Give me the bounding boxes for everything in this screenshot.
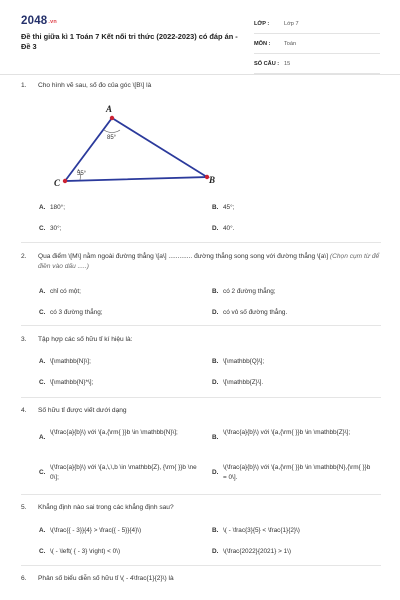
- option-text: \[\mathbb{Z}\].: [223, 379, 264, 386]
- meta-row-class: [254, 14, 380, 34]
- question-number: 1.: [21, 82, 27, 89]
- option-letter: C.: [39, 225, 46, 232]
- option-a[interactable]: [39, 526, 207, 536]
- option-letter: B.: [212, 527, 219, 534]
- option-letter: C.: [39, 379, 46, 386]
- option-letter: A.: [39, 204, 46, 211]
- option-d[interactable]: [212, 463, 372, 483]
- option-text: \(\frac{2022}{2021} > 1\): [223, 548, 292, 555]
- vertex-c: [63, 179, 67, 183]
- meta-key: MÔN :: [254, 40, 271, 47]
- option-d[interactable]: [212, 378, 382, 388]
- question-divider: [21, 565, 381, 566]
- angle-label-c: 55°: [77, 171, 87, 177]
- option-c[interactable]: [39, 463, 199, 483]
- triangle-figure: [46, 100, 226, 192]
- option-b[interactable]: [212, 526, 382, 536]
- meta-row-count: [254, 54, 380, 74]
- option-d[interactable]: [212, 547, 382, 557]
- option-letter: B.: [212, 358, 219, 365]
- question-divider: [21, 397, 381, 398]
- option-text: \(\frac{a}{b}\) với \[a,{\rm{ }}b \in \mathbb{Z}\];: [223, 429, 351, 436]
- option-text: 40°.: [223, 225, 235, 232]
- option-text: \(\frac{a}{b}\) với \[a,{\rm{ }}b \in \mathbb{N}\];: [50, 429, 178, 436]
- option-letter: A.: [39, 288, 46, 295]
- question-number: 5.: [21, 504, 27, 511]
- angle-label-a: 85°: [107, 135, 117, 141]
- option-letter: B.: [212, 204, 219, 211]
- header-divider: [0, 74, 400, 75]
- question-4: [21, 406, 383, 416]
- question-divider: [21, 494, 381, 495]
- option-text: \[\mathbb{Q}\];: [223, 358, 265, 365]
- option-b[interactable]: [212, 287, 382, 297]
- option-text: 30°;: [50, 225, 62, 232]
- meta-key: LỚP :: [254, 20, 270, 27]
- option-letter: B.: [212, 288, 219, 295]
- exam-header: [0, 0, 400, 78]
- option-letter: B.: [212, 434, 219, 441]
- question-stem: [21, 335, 383, 345]
- option-text: có 3 đường thẳng;: [50, 309, 103, 316]
- option-letter: A.: [39, 434, 46, 441]
- option-text: \(\frac{a}{b}\) với \[a,\,\,b \in \mathbb{Z}, {\rm{ }}b \ne 0\];: [50, 464, 197, 481]
- option-text: chỉ có một;: [50, 288, 81, 295]
- option-c[interactable]: [39, 547, 207, 557]
- option-b[interactable]: [212, 428, 372, 443]
- option-text: \( - \frac{3}{5} < \frac{1}{2}\): [223, 527, 300, 534]
- exam-meta: [254, 14, 380, 74]
- label-a: A: [106, 104, 113, 114]
- option-c[interactable]: [39, 378, 189, 388]
- question-6: [21, 574, 383, 584]
- site-logo[interactable]: [21, 15, 57, 27]
- option-letter: D.: [212, 469, 219, 476]
- question-stem: [21, 406, 383, 416]
- meta-value: 15: [284, 60, 291, 67]
- option-a[interactable]: [39, 287, 189, 297]
- option-letter: A.: [39, 527, 46, 534]
- logo-text: 2048: [21, 15, 48, 27]
- question-stem: [21, 252, 383, 272]
- question-number: 4.: [21, 407, 27, 414]
- option-c[interactable]: [39, 308, 189, 318]
- label-b: B: [209, 175, 216, 185]
- option-text: 180°;: [50, 204, 65, 211]
- option-text: có vô số đường thẳng.: [223, 309, 288, 316]
- logo-suffix: .vn: [48, 19, 57, 25]
- meta-value: Lớp 7: [284, 20, 299, 27]
- question-stem: [21, 574, 383, 584]
- option-a[interactable]: [39, 357, 189, 367]
- question-text: Tập hợp các số hữu tỉ kí hiệu là:: [38, 336, 133, 343]
- question-hint: (Chọn cụm từ để điền vào dấu .....): [38, 253, 380, 270]
- option-text: có 2 đường thẳng;: [223, 288, 276, 295]
- option-a[interactable]: [39, 203, 189, 213]
- question-number: 3.: [21, 336, 27, 343]
- option-text: \(\frac{a}{b}\) với \[a,{\rm{ }}b \in \mathbb{N},{\rm{ }}b = 0\].: [223, 464, 371, 481]
- option-b[interactable]: [212, 357, 382, 367]
- question-5: [21, 503, 383, 513]
- option-text: 45°;: [223, 204, 235, 211]
- question-text-wrap: [38, 252, 383, 272]
- triangle-shape: [65, 118, 207, 181]
- option-b[interactable]: [212, 203, 382, 213]
- meta-key: SỐ CÂU :: [254, 60, 280, 67]
- option-letter: C.: [39, 309, 46, 316]
- option-text: \(\frac{{ - 3}}{4} > \frac{{ - 5}}{4}\): [50, 527, 142, 534]
- question-number: 6.: [21, 575, 27, 582]
- option-a[interactable]: [39, 428, 199, 443]
- question-stem: [21, 81, 383, 91]
- option-d[interactable]: [212, 224, 382, 234]
- option-letter: C.: [39, 469, 46, 476]
- option-letter: D.: [212, 225, 219, 232]
- option-letter: D.: [212, 379, 219, 386]
- option-text: \[\mathbb{N}*\];: [50, 379, 94, 386]
- question-divider: [21, 325, 381, 326]
- angle-arc-a: [104, 130, 120, 133]
- label-c: C: [54, 178, 61, 188]
- question-text: Khẳng định nào sai trong các khẳng định sau?: [38, 504, 174, 511]
- question-text: Cho hình vẽ sau, số đo của góc \[B\] là: [38, 82, 152, 89]
- question-3: [21, 335, 383, 345]
- option-d[interactable]: [212, 308, 382, 318]
- option-c[interactable]: [39, 224, 189, 234]
- question-text: Số hữu tỉ được viết dưới dạng: [38, 407, 127, 414]
- option-text: \( - \left( { - 3} \right) < 0\): [50, 548, 121, 555]
- option-letter: D.: [212, 548, 219, 555]
- question-text: Phân số biểu diễn số hữu tỉ \( - 4\frac{1}{2}\) là: [38, 575, 174, 582]
- meta-value: Toán: [284, 40, 297, 47]
- option-letter: D.: [212, 309, 219, 316]
- option-letter: A.: [39, 358, 46, 365]
- question-divider: [21, 242, 381, 243]
- question-1: [21, 81, 383, 91]
- meta-row-subject: [254, 34, 380, 54]
- option-letter: C.: [39, 548, 46, 555]
- question-number: 2.: [21, 253, 27, 260]
- question-stem: [21, 503, 383, 513]
- exam-title: Đề thi giữa kì 1 Toán 7 Kết nối tri thức (2022-2023) có đáp án - Đề 3: [21, 32, 238, 51]
- vertex-a: [110, 116, 114, 120]
- question-2: [21, 252, 383, 272]
- option-text: \[\mathbb{N}\];: [50, 358, 91, 365]
- question-text: Qua điểm \[M\] nằm ngoài đường thẳng \[a\] ............. đường thẳng song song với đường thẳng \[a\]: [38, 253, 329, 260]
